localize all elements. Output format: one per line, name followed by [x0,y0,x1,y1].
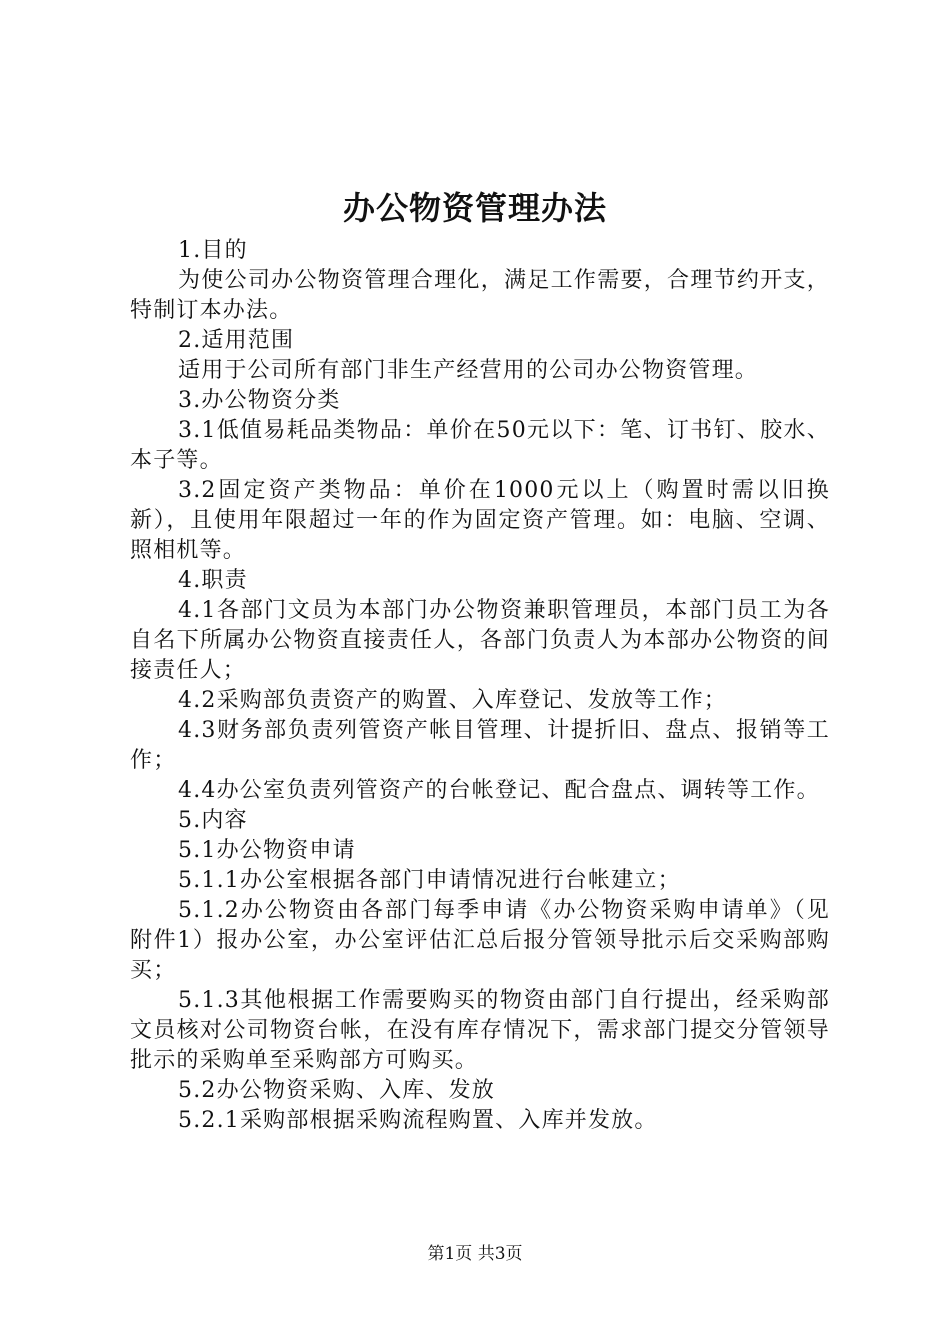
section-heading: 2.适用范围 [178,328,295,353]
page-footer: 第1页 共3页 [427,1244,523,1264]
body-paragraph: 4.2采购部负责资产的购置、入库登记、发放等工作； [178,688,727,713]
body-paragraph: 4.4办公室负责列管资产的台帐登记、配合盘点、调转等工作。 [178,778,820,803]
body-paragraph: 4.3财务部负责列管资产帐目管理、计提折旧、盘点、报销等工作； [130,718,830,773]
body-paragraph: 3.2固定资产类物品：单价在1000元以上（购置时需以旧换新），且使用年限超过一年的作为固定资产管理。如：电脑、空调、照相机等。 [130,478,830,563]
subsection-heading: 5.2办公物资采购、入库、发放 [178,1078,495,1103]
section-heading: 3.办公物资分类 [178,388,341,413]
body-paragraph: 5.1.2办公物资由各部门每季申请《办公物资采购申请单》（见附件1）报办公室，办公室评估汇总后报分管领导批示后交采购部购买； [130,898,830,983]
document-body [130,236,830,1136]
subsection-heading: 5.1办公物资申请 [178,838,356,863]
body-paragraph: 3.1低值易耗品类物品：单价在50元以下：笔、订书钉、胶水、本子等。 [130,418,830,473]
body-paragraph: 5.2.1采购部根据采购流程购置、入库并发放。 [178,1108,658,1133]
document-title: 办公物资管理办法 [342,189,607,227]
section-heading: 5.内容 [178,808,248,833]
body-paragraph: 为使公司办公物资管理合理化，满足工作需要，合理节约开支，特制订本办法。 [130,268,830,323]
section-heading: 1.目的 [178,238,248,263]
body-paragraph: 5.1.3其他根据工作需要购买的物资由部门自行提出，经采购部文员核对公司物资台帐，在没有库存情况下，需求部门提交分管领导批示的采购单至采购部方可购买。 [130,988,830,1073]
body-paragraph: 4.1各部门文员为本部门办公物资兼职管理员，本部门员工为各自名下所属办公物资直接责任人，各部门负责人为本部办公物资的间接责任人； [130,598,830,683]
body-paragraph: 5.1.1办公室根据各部门申请情况进行台帐建立； [178,868,681,893]
section-heading: 4.职责 [178,568,248,593]
body-paragraph: 适用于公司所有部门非生产经营用的公司办公物资管理。 [178,358,759,383]
